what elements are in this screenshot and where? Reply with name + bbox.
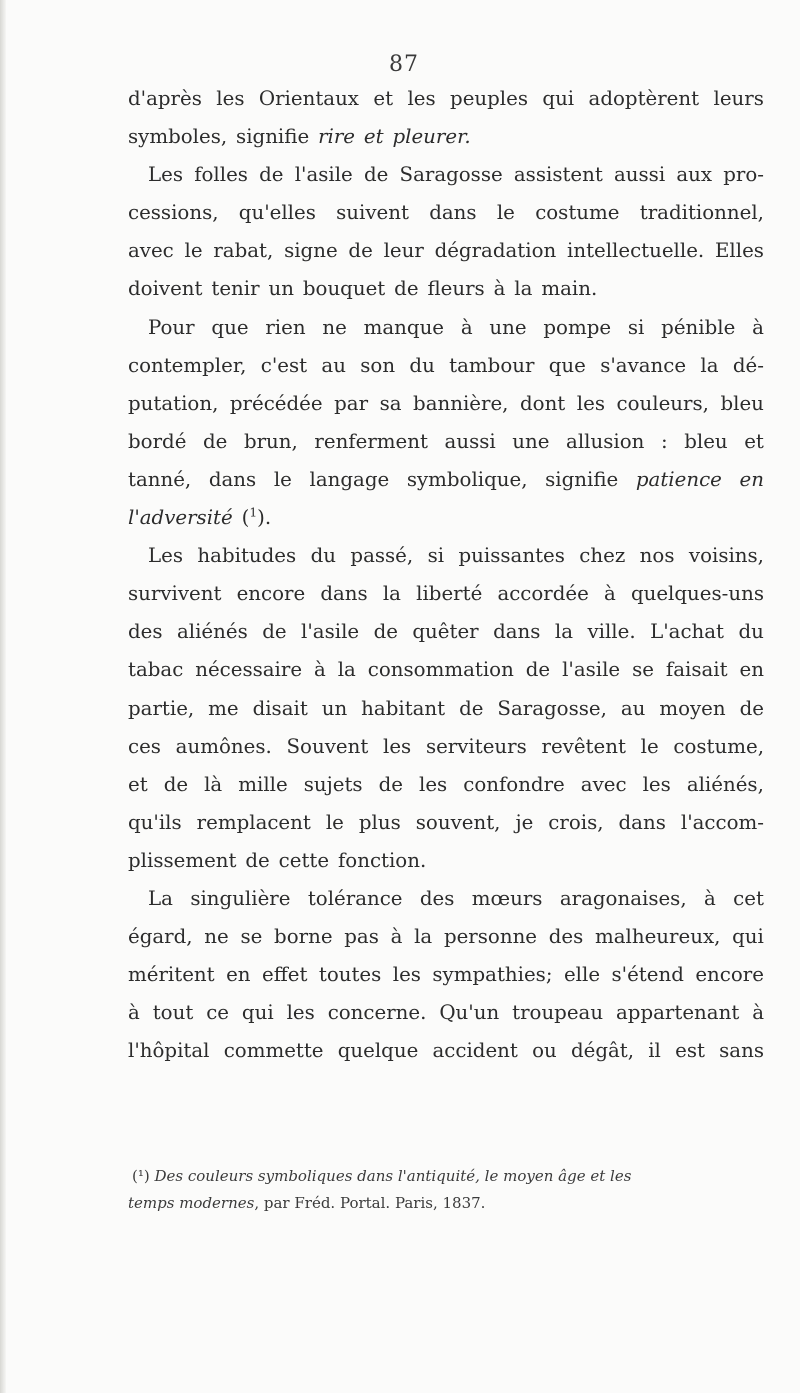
footnote (128, 1163, 768, 1217)
footnote-reference: 1 (249, 505, 258, 520)
text-line: cessions, qu'elles suivent dans le costume traditionnel, (128, 201, 764, 225)
text-line: Les folles de l'asile de Saragosse assistent aussi aux pro- (148, 163, 764, 187)
footnote-title-continued: temps modernes (128, 1194, 255, 1212)
punctuation: . (464, 125, 471, 149)
text-line: qu'ils remplacent le plus souvent, je crois, dans l'accom- (128, 810, 764, 834)
text-line: d'après les Orientaux et les peuples qui adoptèrent leurs (128, 87, 764, 110)
text-line: La singulière tolérance des mœurs aragonaises, à cet (148, 886, 764, 910)
text-line: symboles, signifie rire et pleurer. (128, 125, 471, 149)
text-line: égard, ne se borne pas à la personne des malheureux, qui (128, 925, 764, 949)
text-line: survivent encore dans la liberté accordée à quelques-uns (128, 582, 764, 606)
text-line: ces aumônes. Souvent les serviteurs revêtent le costume, (128, 734, 764, 758)
text-line: tanné, dans le langage symbolique, signifie patience en (128, 467, 764, 491)
text-line: contempler, c'est au son du tambour que s'avance la dé- (128, 353, 764, 377)
page-number: 87 (389, 52, 419, 77)
body-text (128, 80, 764, 1070)
text-line: des aliénés de l'asile de quêter dans la ville. L'achat du (128, 620, 764, 644)
text-line: Les habitudes du passé, si puissantes chez nos voisins, (148, 544, 764, 568)
text-line: doivent tenir un bouquet de fleurs à la main. (128, 277, 598, 301)
footnote-title: Des couleurs symboliques dans l'antiquité, le moyen âge et les (154, 1167, 632, 1185)
footnote-publication: , par Fréd. Portal. Paris, 1837. (254, 1194, 486, 1212)
punctuation: ( (241, 506, 250, 530)
text-line: et de là mille sujets de les confondre avec les aliénés, (128, 772, 764, 796)
text-line: l'adversité ($^1$). (128, 505, 272, 530)
text-line: putation, précédée par sa bannière, dont les couleurs, bleu (128, 391, 764, 415)
footnote-line-1 (128, 1163, 768, 1190)
text-line: l'hôpital commette quelque accident ou dégât, il est sans (128, 1039, 764, 1063)
text-line: à tout ce qui les concerne. Qu'un troupeau appartenant à (128, 1001, 764, 1025)
text-line: partie, me disait un habitant de Saragosse, au moyen de (128, 696, 764, 720)
footnote-marker: (¹) (132, 1167, 150, 1185)
footnote-line-2 (128, 1190, 768, 1217)
text-line: bordé de brun, renferment aussi une allusion : bleu et (128, 429, 764, 453)
punctuation: ). (257, 506, 272, 530)
page-binding-edge (0, 0, 6, 1393)
text-line: plissement de cette fonction. (128, 848, 427, 872)
text-line: avec le rabat, signe de leur dégradation intellectuelle. Elles (128, 239, 764, 263)
text-line: tabac nécessaire à la consommation de l'asile se faisait en (128, 658, 764, 682)
text-line: Pour que rien ne manque à une pompe si pénible à (148, 315, 764, 339)
text-line: méritent en effet toutes les sympathies; elle s'étend encore (128, 963, 764, 987)
